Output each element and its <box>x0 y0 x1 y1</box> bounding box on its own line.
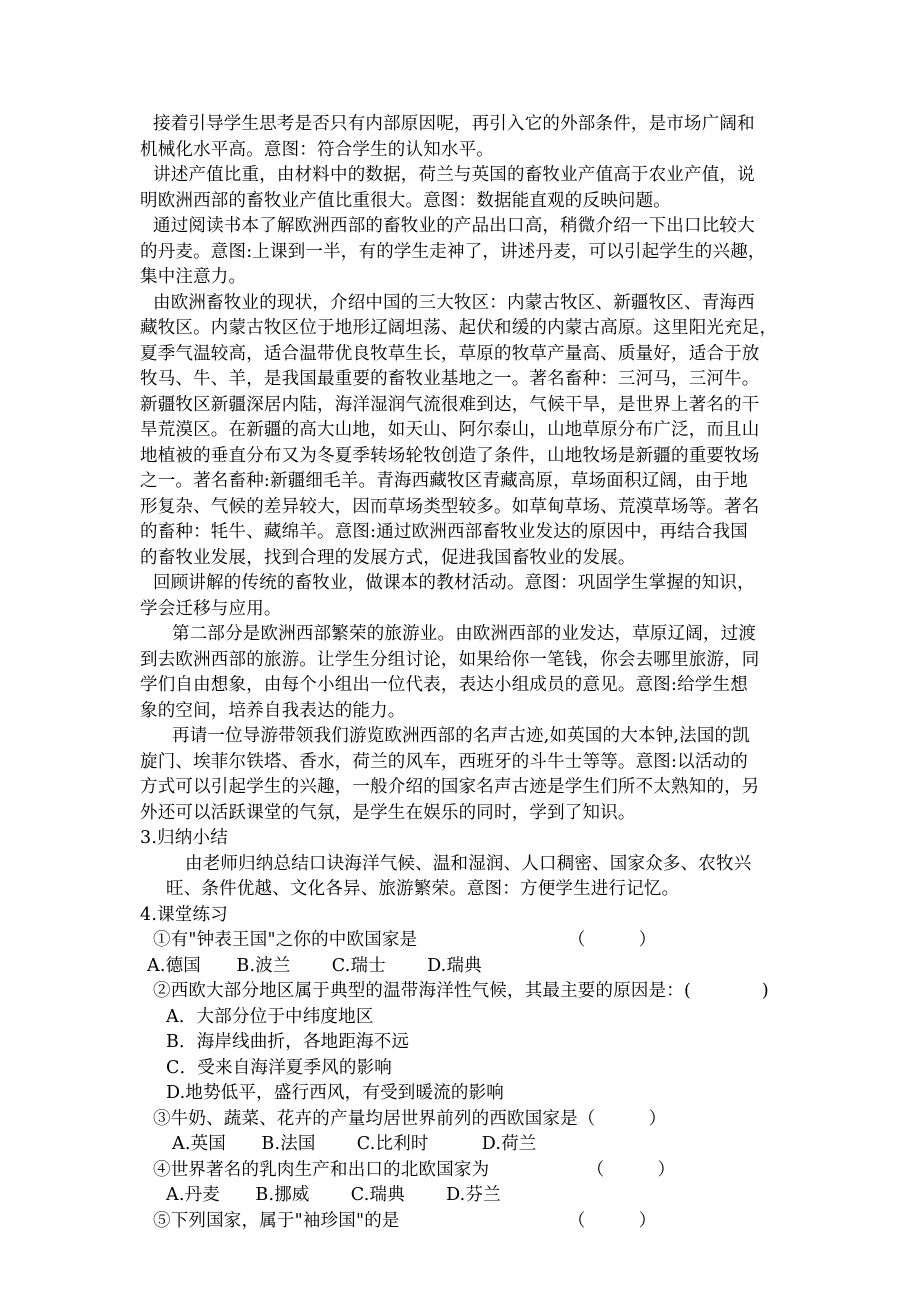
text-line: 外还可以活跃课堂的气氛，是学生在娱乐的同时，学到了知识。 <box>140 803 636 823</box>
text-line: 回顾讲解的传统的畜牧业，做课本的教材活动。意图：巩固学生掌握的知识， <box>153 573 755 593</box>
question-2-option-a: A．大部分位于中纬度地区 <box>166 1007 374 1027</box>
question-2-option-d: D.地势低平，盛行西风，有受到暖流的影响 <box>166 1083 504 1103</box>
text-line: 之一。著名畜种:新疆细毛羊。青海西藏牧区青藏高原，草场面积辽阔，由于地 <box>140 471 748 491</box>
text-line: 由欧洲畜牧业的现状，介绍中国的三大牧区：内蒙古牧区、新疆牧区、青海西 <box>153 293 755 313</box>
question-5: ⑤下列国家，属于"袖珍国"的是 （ ） <box>153 1211 657 1231</box>
text-line: 形复杂、气候的差异较大，因而草场类型较多。如草甸草场、荒漠草场等。著名 <box>140 497 760 517</box>
text-line: 学们自由想象，由每个小组出一位代表，表达小组成员的意见。意图:给学生想 <box>140 675 748 695</box>
text-line: 机械化水平高。意图：符合学生的认知水平。 <box>140 140 494 160</box>
text-line: 的畜种：牦牛、藏绵羊。意图:通过欧洲西部畜牧业发达的原因中，再结合我国 <box>140 522 748 542</box>
text-line: 旺、条件优越、文化各异、旅游繁荣。意图：方便学生进行记忆。 <box>166 879 680 899</box>
question-2-option-b: B．海岸线曲折，各地距海不远 <box>166 1032 410 1052</box>
text-line: 旱荒漠区。在新疆的高大山地，如天山、阿尔泰山，山地草原分布广泛，而且山 <box>140 420 760 440</box>
text-line: 明欧洲西部的畜牧业产值比重很大。意图：数据能直观的反映问题。 <box>140 191 671 211</box>
text-line: 地植被的垂直分布又为冬夏季转场轮牧创造了条件，山地牧场是新疆的重要牧场 <box>140 446 760 466</box>
question-2-option-c: C．受来自海洋夏季风的影响 <box>166 1058 392 1078</box>
text-line: 集中注意力。 <box>140 267 247 287</box>
text-line: 通过阅读书本了解欧洲西部的畜牧业的产品出口高，稍微介绍一下出口比较大 <box>153 216 755 236</box>
text-line: 再请一位导游带领我们游览欧洲西部的名声古迹,如英国的大本钟,法国的凯 <box>172 726 750 746</box>
text-line: 新疆牧区新疆深居内陆，海洋湿润气流很难到达，气候干旱，是世界上著名的干 <box>140 395 760 415</box>
text-line: 第二部分是欧洲西部繁荣的旅游业。由欧洲西部的业发达，草原辽阔，过渡 <box>172 624 757 644</box>
question-1: ①有"钟表王国"之你的中欧国家是 （ ） <box>153 930 657 950</box>
text-line: 接着引导学生思考是否只有内部原因呢，再引入它的外部条件，是市场广阔和 <box>153 114 755 134</box>
question-4-options: A.丹麦 B.挪威 C.瑞典 D.芬兰 <box>166 1185 501 1205</box>
text-line: 方式可以引起学生的兴趣，一般介绍的国家名声古迹是学生们所不太熟知的，另 <box>140 777 760 797</box>
section-heading: 3.归纳小结 <box>140 828 228 848</box>
text-line: 象的空间，培养自我表达的能力。 <box>140 701 406 721</box>
question-4: ④世界著名的乳肉生产和出口的北欧国家为 （ ） <box>153 1160 676 1180</box>
text-line: 夏季气温较高，适合温带优良牧草生长，草原的牧草产量高、质量好，适合于放 <box>140 344 760 364</box>
text-line: 的畜牧业发展，找到合理的发展方式，促进我国畜牧业的发展。 <box>140 548 636 568</box>
question-3: ③牛奶、蔬菜、花卉的产量均居世界前列的西欧国家是（ ） <box>153 1109 667 1129</box>
text-line: 学会迁移与应用。 <box>140 599 282 619</box>
text-line: 牧马、牛、羊，是我国最重要的畜牧业基地之一。著名畜种：三河马，三河牛。 <box>140 369 760 389</box>
question-1-options: A.德国 B.波兰 C.瑞士 D.瑞典 <box>147 956 482 976</box>
text-line: 藏牧区。内蒙古牧区位于地形辽阔坦荡、起伏和缓的内蒙古高原。这里阳光充足， <box>140 318 778 338</box>
question-2: ②西欧大部分地区属于典型的温带海洋性气候，其最主要的原因是：( ) <box>153 981 769 1001</box>
text-line: 讲述产值比重，由材料中的数据，荷兰与英国的畜牧业产值高于农业产值，说 <box>153 165 755 185</box>
section-heading: 4.课堂练习 <box>140 905 228 925</box>
question-3-options: A.英国 B.法国 C.比利时 D.荷兰 <box>172 1134 537 1154</box>
text-line: 旋门、埃菲尔铁塔、香水，荷兰的风车，西班牙的斗牛士等等。意图:以活动的 <box>140 752 748 772</box>
text-line: 到去欧洲西部的旅游。让学生分组讨论，如果给你一笔钱，你会去哪里旅游，同 <box>140 650 760 670</box>
text-line: 由老师归纳总结口诀海洋气候、温和湿润、人口稠密、国家众多、农牧兴 <box>185 854 752 874</box>
text-line: 的丹麦。意图:上课到一半，有的学生走神了，讲述丹麦，可以引起学生的兴趣， <box>140 242 766 262</box>
